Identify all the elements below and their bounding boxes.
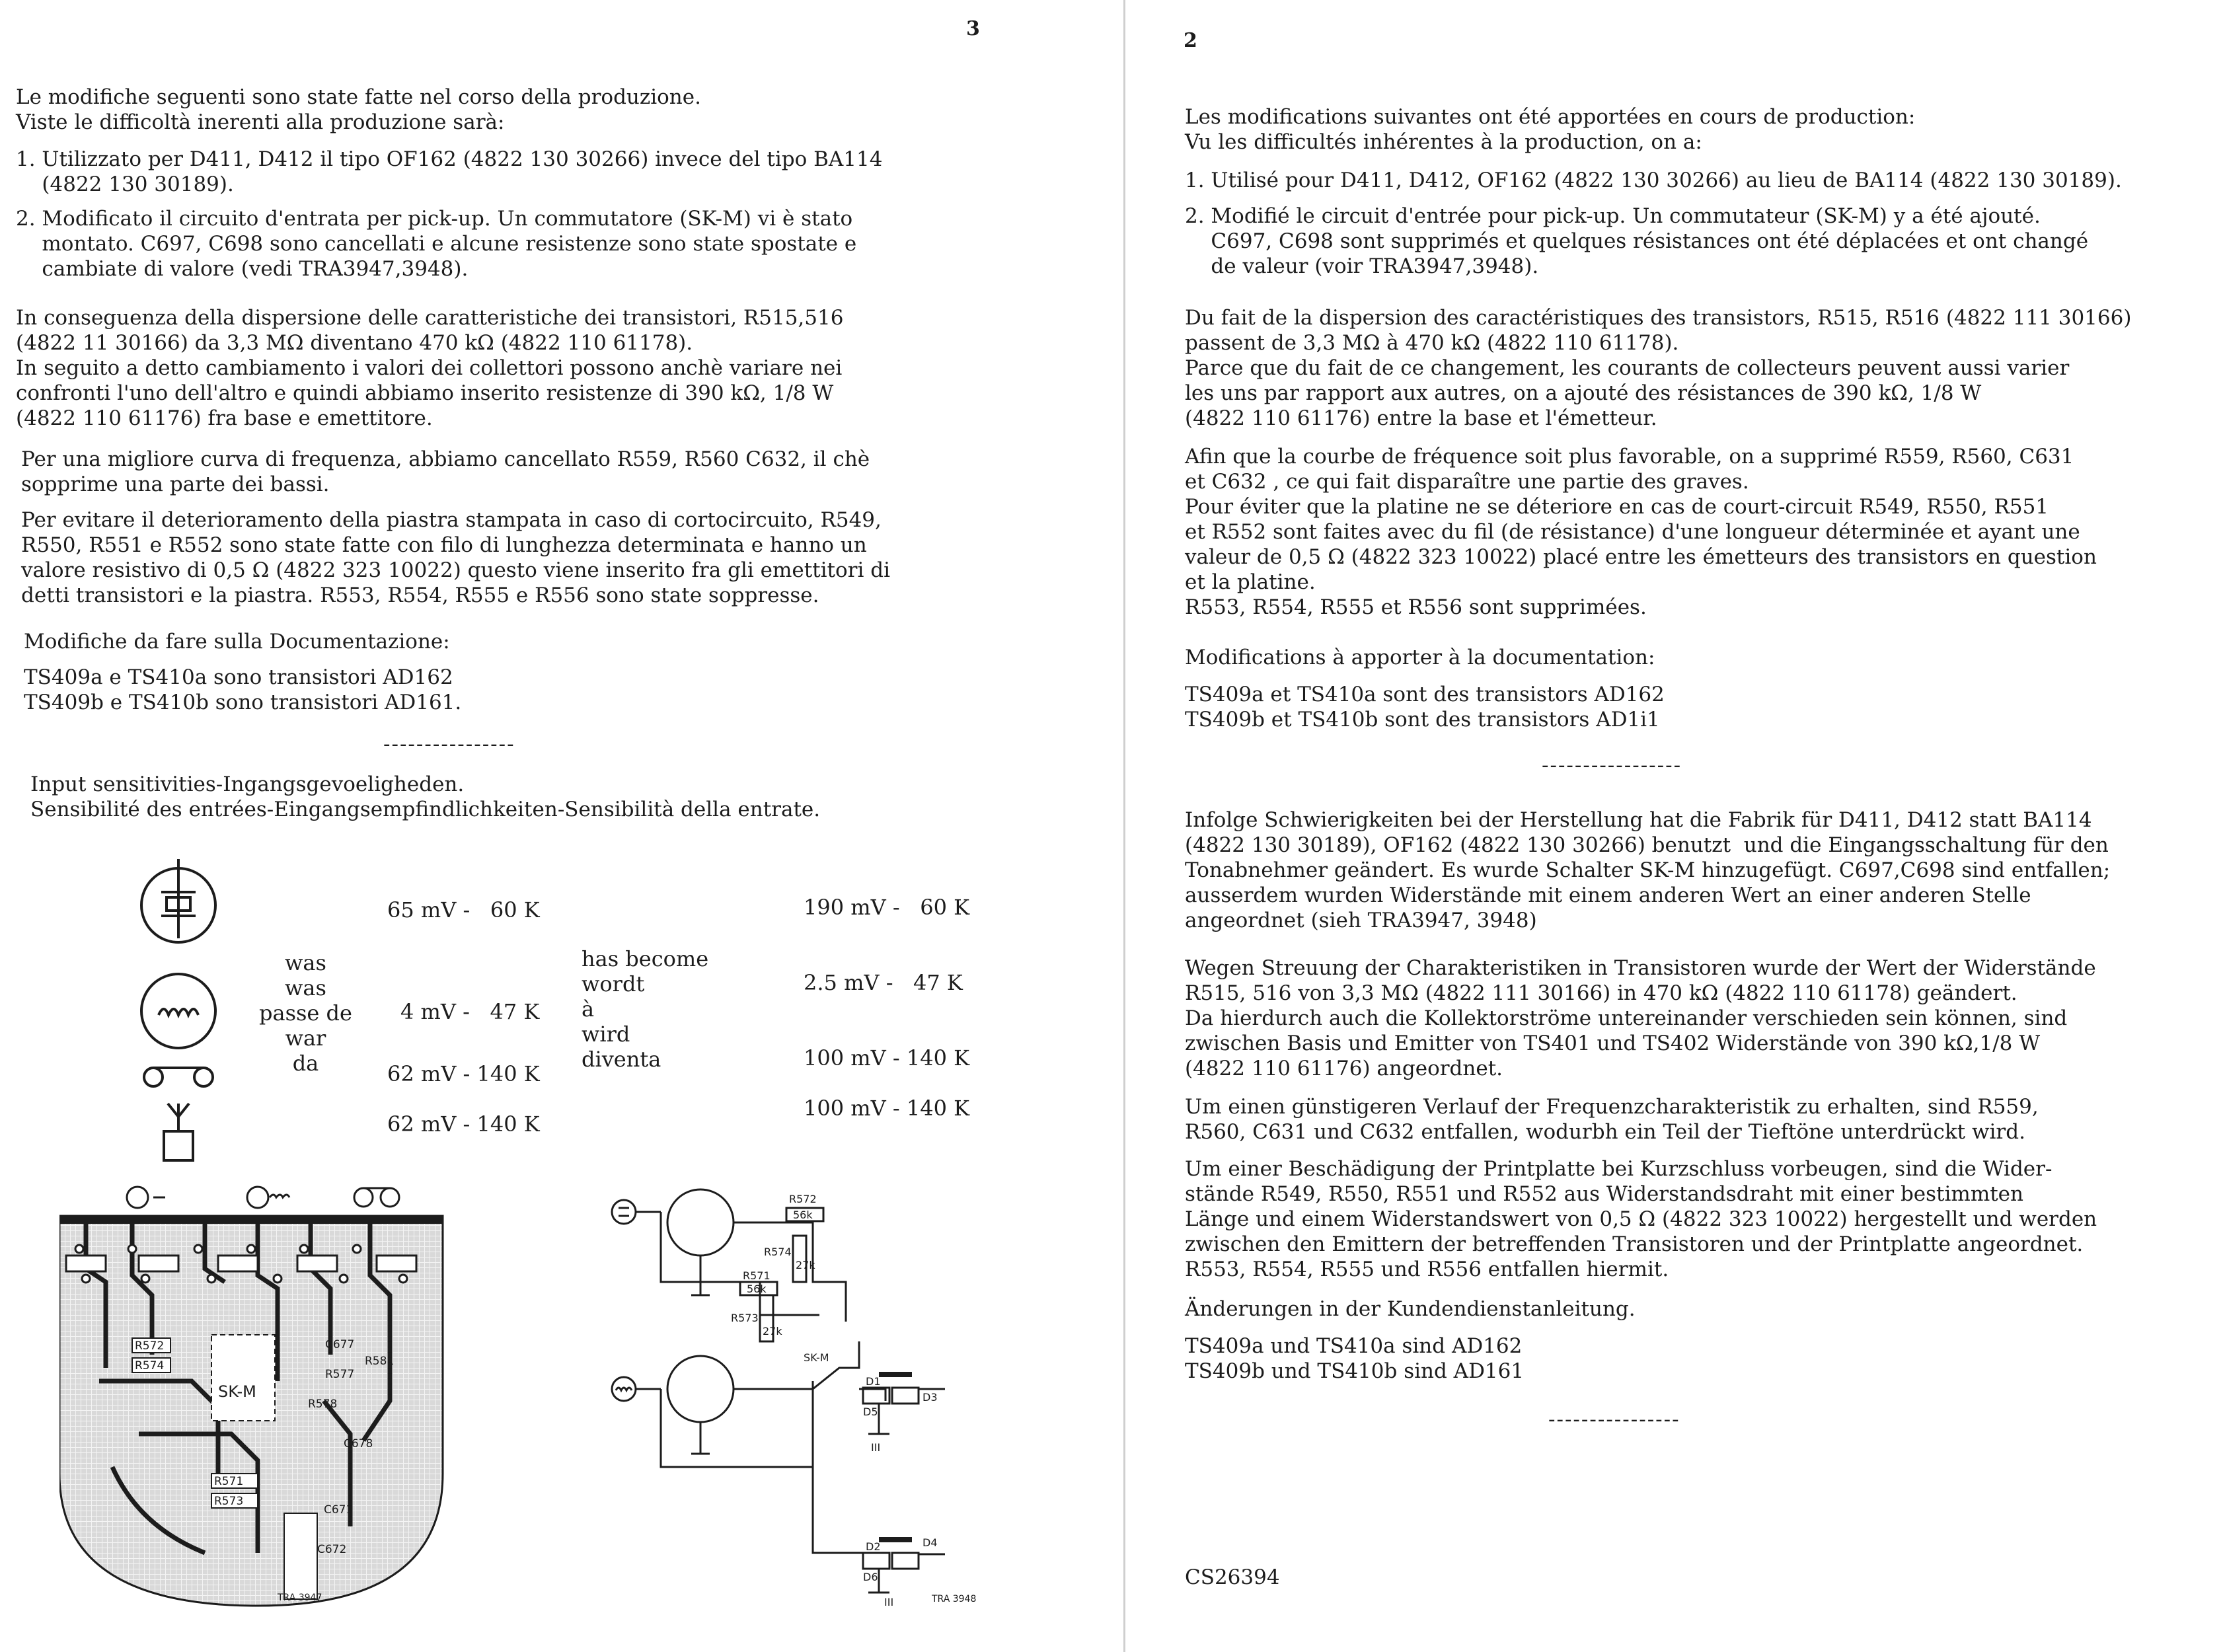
sch-skm-label: SK-M bbox=[804, 1351, 829, 1364]
sch-27k-a-label: 27k bbox=[796, 1259, 815, 1271]
item2-paragraph-it: 2. Modificato il circuito d'entrata per pick-up. Un commutatore (SK-M) vi è stato montato. C697, C698 sono cancellati e alcune resistenze sono state spostate e cambiate di valore (vedi TRA3947,3948). bbox=[16, 207, 857, 281]
protection-paragraph-fr: Afin que la courbe de fréquence soit plus favorable, on a supprimé R559, R560, C631 et C632 , ce qui fait disparaître une partie des graves. Pour éviter que la platine ne se déteriore en cas de court-circuit R549, R550, R551 et R552 sont faites avec du fil (de résistance) d'une longueur déterminée et ayant une valeur de 0,5 Ω (4822 323 10022) placé entre les émetteurs des transistors en question et la platine. R553, R554, R555 et R556 sont supprimées. bbox=[1185, 445, 2097, 619]
pcb-diagram-tra3947 bbox=[59, 1183, 456, 1612]
sch-d6-label: D6 bbox=[863, 1571, 878, 1583]
page-number-right: 2 bbox=[1184, 29, 1197, 52]
new-value-magnetic: 2.5 mV - 47 K bbox=[804, 970, 963, 995]
radio-antenna-icon bbox=[164, 1104, 193, 1160]
old-value-magnetic: 4 mV - 47 K bbox=[400, 999, 540, 1024]
sch-iii-a-label: III bbox=[871, 1441, 881, 1454]
new-value-ceramic: 190 mV - 60 K bbox=[804, 895, 969, 920]
dispersion-paragraph-fr: Du fait de la dispersion des caractéristiques des transistors, R515, R516 (4822 111 30166) passent de 3,3 MΩ à 470 kΩ (4822 110 61178). Parce que du fait de ce changement, les courants de collecteurs peuvent aussi varier les uns par rapport aux autres, on a ajouté des résistances de 390 kΩ, 1/8 W (4822 110 61176) entre la base et l'émetteur. bbox=[1185, 306, 2132, 430]
pcb-r573-label: R573 bbox=[214, 1495, 244, 1508]
has-become-labels: has become wordt à wird diventa bbox=[582, 946, 709, 1072]
diagram-label-tra3948: TRA 3948 bbox=[932, 1594, 977, 1604]
frequency-paragraph-de: Um einen günstigeren Verlauf der Frequenzcharakteristik zu erhalten, sind R559, R560, C631 und C632 entfallen, wodurbh ein Teil der Tieftöne unterdrückt wird. bbox=[1185, 1095, 2039, 1144]
protection-paragraph-it: Per evitare il deterioramento della piastra stampata in caso di cortocircuito, R549, R550, R551 e R552 sono state fatte con filo di lunghezza determinata e hanno un valore resistivo di 0,5 Ω (4822 323 10022) questo viene inserito fra gli emettitori di detti transistori e la piastra. R553, R554, R555 e R556 sono state soppresse. bbox=[21, 508, 891, 607]
documentation-heading-it: Modifiche da fare sulla Documentazione: bbox=[24, 630, 450, 654]
tape-icon bbox=[144, 1068, 213, 1086]
pcb-r578-label: R578 bbox=[308, 1398, 338, 1411]
pickup-magnetic-icon bbox=[141, 974, 215, 1048]
documentation-heading-de: Änderungen in der Kundendienstanleitung. bbox=[1185, 1297, 1636, 1321]
transistor-types-de: TS409a und TS410a sind AD162 TS409b und TS410b sind AD161 bbox=[1185, 1334, 1525, 1383]
new-value-radio: 100 mV - 140 K bbox=[804, 1096, 970, 1121]
transistor-types-fr: TS409a et TS410a sont des transistors AD162 TS409b et TS410b sont des transistors AD1i1 bbox=[1185, 683, 1665, 732]
sch-56k-b-label: 56k bbox=[747, 1283, 767, 1295]
intro-paragraph-fr: Les modifications suivantes ont été apportées en cours de production: Vu les difficultés inhérentes à la production, on a: bbox=[1185, 105, 1916, 154]
sensitivities-title: Input sensitivities-Ingangsgevoeligheden. Sensibilité des entrées-Eingangsempfindlichkeiten-Sensibilità della entrate. bbox=[30, 772, 821, 821]
old-value-tape: 62 mV - 140 K bbox=[387, 1061, 540, 1086]
sch-d3-label: D3 bbox=[923, 1391, 938, 1404]
right-page bbox=[1123, 0, 2223, 1652]
transistor-types-it: TS409a e TS410a sono transistori AD162 TS409b e TS410b sono transistori AD161. bbox=[24, 665, 462, 714]
pcb-c677-label: C677 bbox=[325, 1338, 355, 1351]
footer-code: CS26394 bbox=[1185, 1565, 1280, 1589]
was-labels: was was passe de war da bbox=[259, 950, 352, 1076]
dispersion-paragraph-it: In conseguenza della dispersione delle caratteristiche dei transistori, R515,516 (4822 11 30166) da 3,3 MΩ diventano 470 kΩ (4822 110 61178). In seguito a detto cambiamento i valori dei collettori possono anchè variare nei confronti l'uno dell'altro e quindi abbiamo inserito resistenze di 390 kΩ, 1/8 W (4822 110 61176) fra base e emettitore. bbox=[16, 306, 844, 430]
old-value-ceramic: 65 mV - 60 K bbox=[387, 897, 540, 922]
sch-r574-label: R574 bbox=[764, 1246, 792, 1258]
pcb-c678-label: C678 bbox=[344, 1437, 373, 1450]
old-value-radio: 62 mV - 140 K bbox=[387, 1111, 540, 1137]
separator-right-2: ---------------- bbox=[1548, 1408, 1680, 1431]
sch-d1-label: D1 bbox=[866, 1375, 881, 1388]
pcb-c672-label: C672 bbox=[317, 1543, 347, 1556]
sch-27k-b-label: 27k bbox=[763, 1325, 782, 1337]
sch-r573-label: R573 bbox=[731, 1312, 759, 1324]
pcb-r571-label: R571 bbox=[214, 1475, 244, 1488]
sch-d2-label: D2 bbox=[866, 1540, 881, 1553]
pcb-r574-label: R574 bbox=[135, 1359, 165, 1372]
new-value-tape: 100 mV - 140 K bbox=[804, 1045, 970, 1070]
protection-paragraph-de: Um einer Beschädigung der Printplatte bei Kurzschluss vorbeugen, sind die Wider- stände R549, R550, R551 und R552 aus Widerstandsdraht mit einer bestimmten Länge und einem Widerstandswert von 0,5 Ω (4822 323 10022) hergestellt und werden zwischen den Emittern der betreffenden Transistoren und der Printplatte angeordnet. R553, R554, R555 und R556 entfallen hiermit. bbox=[1185, 1157, 2097, 1281]
sch-56k-a-label: 56k bbox=[793, 1209, 813, 1221]
sch-d5-label: D5 bbox=[863, 1406, 878, 1418]
pickup-ceramic-icon bbox=[141, 859, 215, 942]
pcb-c671-label: C671 bbox=[324, 1503, 354, 1517]
schematic-tra3948 bbox=[601, 1183, 998, 1606]
sch-d4-label: D4 bbox=[923, 1536, 938, 1549]
sch-iii-b-label: III bbox=[884, 1596, 894, 1606]
pcb-r581-label: R581 bbox=[365, 1355, 395, 1368]
dispersion-paragraph-de: Wegen Streuung der Charakteristiken in Transistoren wurde der Wert der Widerstände R515, 516 von 3,3 MΩ (4822 111 30166) in 470 kΩ (4822 110 61178) geändert. Da hierdurch auch die Kollektorströme untereinander verschieden sein können, sind zwischen Basis und Emitter von TS401 und TS402 Widerstände von 390 kΩ,1/8 W (4822 110 61176) angeordnet. bbox=[1185, 956, 2096, 1080]
pcb-skm-label: SK-M bbox=[218, 1382, 256, 1401]
sch-r572-label: R572 bbox=[789, 1193, 817, 1205]
item1-paragraph-it: 1. Utilizzato per D411, D412 il tipo OF162 (4822 130 30266) invece del tipo BA114 (4822 130 30189). bbox=[16, 147, 883, 196]
pcb-r572-label: R572 bbox=[135, 1339, 165, 1353]
intro-paragraph-it: Le modifiche seguenti sono state fatte nel corso della produzione. Viste le difficoltà inerenti alla produzione sarà: bbox=[16, 85, 701, 134]
item2-paragraph-fr: 2. Modifié le circuit d'entrée pour pick-up. Un commutateur (SK-M) y a été ajouté. C697, C698 sont supprimés et quelques résistances ont été déplacées et ont changé de valeur (voir TRA3947,3948). bbox=[1185, 204, 2089, 278]
frequency-paragraph-it: Per una migliore curva di frequenza, abbiamo cancellato R559, R560 C632, il chè sopprime una parte dei bassi. bbox=[21, 447, 870, 496]
page-number-left: 3 bbox=[966, 17, 980, 40]
pcb-r577-label: R577 bbox=[325, 1368, 355, 1381]
production-paragraph-de: Infolge Schwierigkeiten bei der Herstellung hat die Fabrik für D411, D412 statt BA114 (4822 130 30189), OF162 (4822 130 30266) benutzt und die Eingangsschaltung für den Tonabnehmer geändert. Es wurde Schalter SK-M hinzugefügt. C697,C698 sind entfallen; ausserdem wurden Widerstände mit einem anderen Wert an einer anderen Stelle angeordnet (sieh TRA3947, 3948) bbox=[1185, 808, 2111, 932]
sch-r571-label: R571 bbox=[743, 1269, 771, 1282]
diagram-label-tra3947: TRA 3947 bbox=[278, 1593, 322, 1603]
input-symbols bbox=[132, 859, 225, 1163]
separator-left: ---------------- bbox=[383, 732, 515, 756]
item1-paragraph-fr: 1. Utilisé pour D411, D412, OF162 (4822 130 30266) au lieu de BA114 (4822 130 30189). bbox=[1185, 169, 2122, 192]
separator-right-1: ----------------- bbox=[1542, 753, 1682, 777]
documentation-heading-fr: Modifications à apporter à la documentation: bbox=[1185, 646, 1655, 669]
